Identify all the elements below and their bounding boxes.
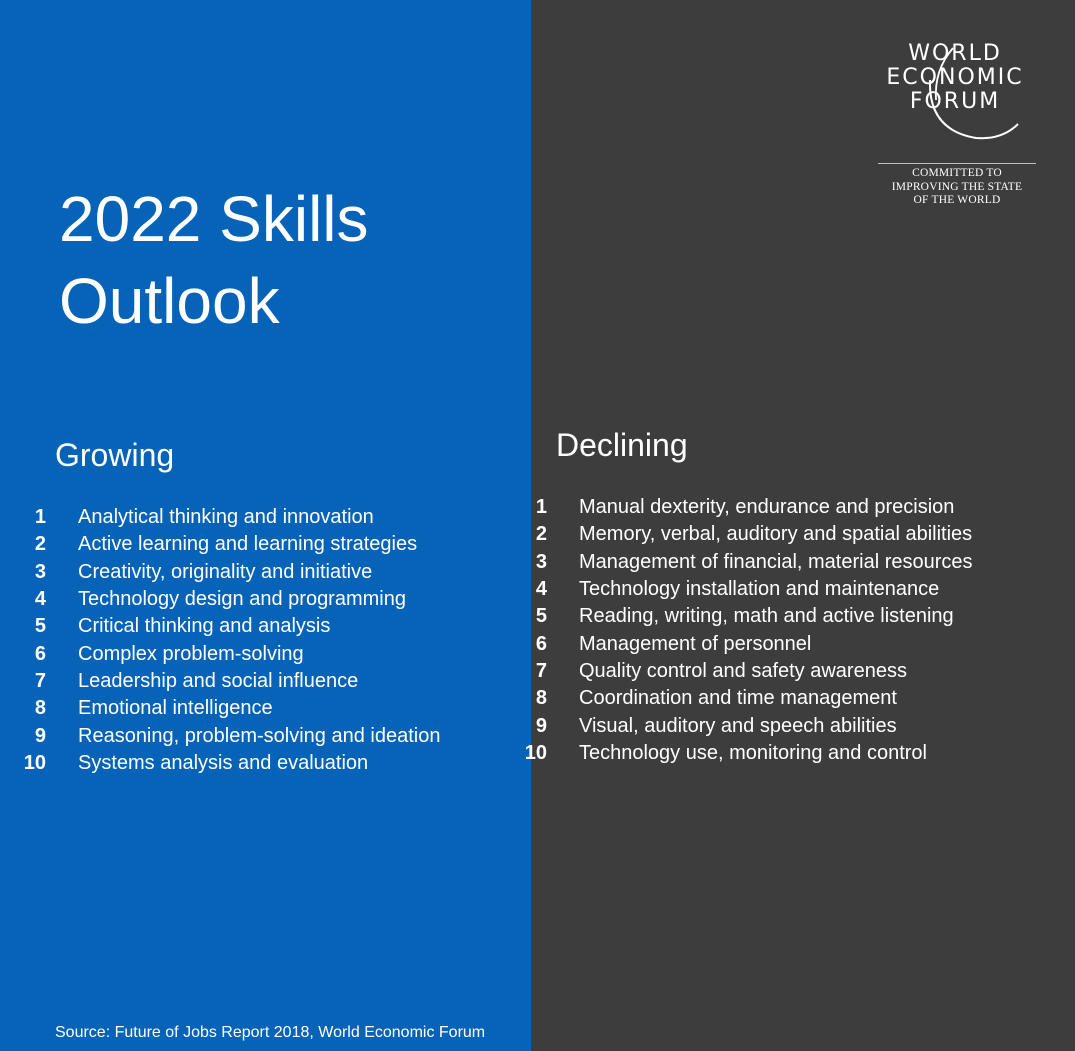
rank-number: 8 <box>535 687 547 710</box>
rank-number: 1 <box>535 496 547 518</box>
rank-number: 5 <box>34 615 46 638</box>
list-item <box>23 504 440 531</box>
logo-word-forum: FORUM <box>909 89 1001 114</box>
list-item <box>23 586 440 613</box>
declining-skills-list <box>524 494 973 767</box>
rank-number: 1 <box>34 506 46 528</box>
list-item <box>524 494 973 521</box>
rank-number: 3 <box>34 560 46 583</box>
skill-label: Technology use, monitoring and control <box>579 741 927 764</box>
rank-number: 9 <box>34 724 46 747</box>
growing-heading: Growing <box>55 437 175 473</box>
rank-number: 7 <box>34 669 46 692</box>
rank-number: 8 <box>34 697 46 720</box>
rank-number: 5 <box>535 605 547 628</box>
list-item <box>23 695 440 722</box>
skill-label: Reading, writing, math and active listening <box>579 605 954 628</box>
tagline-line-1: COMMITTED TO <box>912 167 1002 179</box>
skill-label: Creativity, originality and initiative <box>78 560 373 583</box>
list-item <box>524 740 973 767</box>
list-item <box>23 613 440 640</box>
skill-label: Management of personnel <box>579 632 812 655</box>
skill-label: Technology design and programming <box>78 587 406 610</box>
rank-number: 6 <box>34 642 46 665</box>
skill-label: Memory, verbal, auditory and spatial abilities <box>579 523 973 546</box>
logo-tagline <box>870 167 1044 208</box>
skill-label: Manual dexterity, endurance and precision <box>579 496 955 518</box>
wef-logo <box>870 40 1040 210</box>
tagline-line-3: OF THE WORLD <box>913 194 1001 206</box>
skill-label: Systems analysis and evaluation <box>78 751 369 774</box>
declining-heading: Declining <box>556 427 688 463</box>
skill-label: Quality control and safety awareness <box>579 659 907 682</box>
list-item <box>23 723 440 750</box>
logo-word-economic: ECONOMIC <box>886 65 1024 90</box>
skill-label: Emotional intelligence <box>78 697 273 720</box>
skill-label: Leadership and social influence <box>78 669 359 692</box>
list-item <box>524 658 973 685</box>
rank-number: 2 <box>535 523 547 546</box>
list-item <box>23 668 440 695</box>
skill-label: Analytical thinking and innovation <box>78 506 374 528</box>
rank-number: 10 <box>23 751 46 774</box>
list-item <box>524 603 973 630</box>
page-title <box>59 178 369 342</box>
list-item <box>23 750 440 777</box>
list-item <box>524 521 973 548</box>
skill-label: Visual, auditory and speech abilities <box>579 714 897 737</box>
rank-number: 2 <box>34 533 46 556</box>
rank-number: 4 <box>535 577 547 600</box>
rank-number: 10 <box>524 741 547 764</box>
skill-label: Technology installation and maintenance <box>579 577 940 600</box>
rank-number: 3 <box>535 550 547 573</box>
list-item <box>524 576 973 603</box>
list-item <box>524 713 973 740</box>
rank-number: 6 <box>535 632 547 655</box>
rank-number: 7 <box>535 659 547 682</box>
source-note: Source: Future of Jobs Report 2018, World Economic Forum <box>55 1024 486 1041</box>
logo-divider <box>878 163 1036 164</box>
rank-number: 9 <box>535 714 547 737</box>
title-line-1: 2022 Skills <box>59 183 369 255</box>
list-item <box>524 549 973 576</box>
logo-word-world: WORLD <box>908 41 1002 66</box>
skill-label: Critical thinking and analysis <box>78 615 331 638</box>
list-item <box>524 685 973 712</box>
skill-label: Management of financial, material resources <box>579 550 973 573</box>
list-item <box>524 631 973 658</box>
title-line-2: Outlook <box>59 265 280 337</box>
rank-number: 4 <box>34 587 46 610</box>
skill-label: Coordination and time management <box>579 687 897 710</box>
list-item <box>23 641 440 668</box>
skill-label: Reasoning, problem-solving and ideation <box>78 724 441 747</box>
growing-skills-list <box>23 504 440 777</box>
tagline-line-2: IMPROVING THE STATE <box>891 180 1023 193</box>
list-item <box>23 531 440 558</box>
skill-label: Complex problem-solving <box>78 642 304 665</box>
list-item <box>23 559 440 586</box>
skill-label: Active learning and learning strategies <box>78 533 418 556</box>
